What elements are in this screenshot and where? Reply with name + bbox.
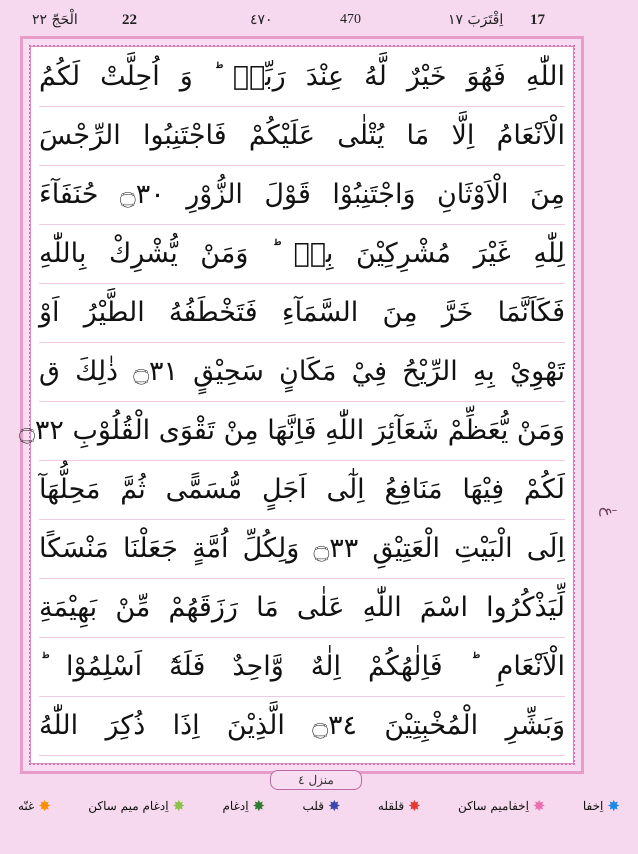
legend-label: قلب <box>302 799 324 813</box>
star-icon: ✸ <box>252 796 266 815</box>
quran-line-5: فَكَاَنَّمَا خَرَّ مِنَ السَّمَآءِ فَتَخْطَفُهُ الطَّيْرُ اَوْ <box>39 283 565 343</box>
quran-text-area <box>19 46 574 764</box>
manzil-label: منزل ٤ <box>270 770 362 790</box>
juz-number: 17 <box>530 12 545 28</box>
quran-line-7: وَمَنْ يُّعَظِّمْ شَعَآئِرَ اللّٰهِ فَاِنَّهَا مِنْ تَقْوَى الْقُلُوْبِ ۝٣٢ <box>39 401 565 461</box>
quran-line-11: الْاَنْعَامِ ؕ فَاِلٰهُكُمْ اِلٰهٌ وَّاحِدٌ فَلَهٗٓ اَسْلِمُوْا ؕ <box>39 637 565 697</box>
quran-line-6: تَهْوِيْ بِهِ الرِّيْحُ فِيْ مَكَانٍ سَحِيْقٍ ۝٣١ ذٰلِكَ ق <box>39 342 565 402</box>
quran-line-9: اِلَى الْبَيْتِ الْعَتِيْقِ ۝٣٣ وَلِكُلِّ اُمَّةٍ جَعَلْنَا مَنْسَكًا <box>39 519 565 579</box>
quran-line-3: مِنَ الْاَوْثَانِ وَاجْتَنِبُوْا قَوْلَ الزُّوْرِ ۝٣٠ حُنَفَآءَ <box>39 165 565 225</box>
surah-name: الْحَجّ ٢٢ <box>32 12 78 28</box>
star-icon: ✸ <box>38 796 51 815</box>
legend-ikhfa-meem-sakin <box>458 796 546 815</box>
legend-label: اِخفا <box>582 799 604 813</box>
legend-label: اِدغام ميم ساكن <box>88 799 169 813</box>
quran-line-2: الْاَنْعَامُ اِلَّا مَا يُتْلٰى عَلَيْكُمْ فَاجْتَنِبُوا الرِّجْسَ <box>39 106 565 166</box>
page-number-arabic: ٤٧٠ <box>250 12 273 28</box>
legend-label: قلقله <box>377 799 405 813</box>
legend-qalqala <box>377 796 421 815</box>
quran-line-spacer <box>39 755 565 763</box>
quran-line-1: اللّٰهِ فَهُوَ خَيْرٌ لَّهُ عِنْدَ رَبِّهٖ ؕ وَ اُحِلَّتْ لَكُمُ <box>39 47 565 107</box>
star-icon: ✸ <box>408 796 421 815</box>
juz-name: اِقْتَرَبَ ١٧ <box>448 12 504 28</box>
star-icon: ✸ <box>172 796 186 815</box>
page-number: 470 <box>340 12 361 27</box>
legend-qalb <box>302 796 341 815</box>
quran-line-10: لِّيَذْكُرُوا اسْمَ اللّٰهِ عَلٰى مَا رَزَقَهُمْ مِّنْ بَهِيْمَةِ <box>39 578 565 638</box>
surah-number: 22 <box>122 12 137 28</box>
quran-line-4: لِلّٰهِ غَيْرَ مُشْرِكِيْنَ بِهٖ ؕ وَمَنْ يُّشْرِكْ بِاللّٰهِ <box>39 224 565 284</box>
legend-idgham <box>222 796 266 815</box>
legend-label: اِخفاميم ساكن <box>458 799 529 813</box>
tajweed-legend <box>18 794 620 818</box>
quran-line-12: وَبَشِّرِ الْمُخْبِتِيْنَ ۝٣٤ الَّذِيْنَ اِذَا ذُكِرَ اللّٰهُ <box>39 696 565 756</box>
legend-label: اِدغام <box>222 799 249 813</box>
page-header <box>18 10 620 34</box>
legend-label: غنّه <box>18 799 35 813</box>
legend-ghunna <box>18 796 51 815</box>
legend-ikhfa <box>582 796 620 815</box>
star-icon: ✸ <box>532 796 546 815</box>
star-icon: ✸ <box>327 796 341 815</box>
star-icon: ✸ <box>607 796 620 815</box>
quran-line-8: لَكُمْ فِيْهَا مَنَافِعُ اِلٰٓى اَجَلٍ مُّسَمًّى ثُمَّ مَحِلُّهَآ <box>39 460 565 520</box>
ruku-marker: عٰ <box>599 507 618 517</box>
legend-idgham-meem-sakin <box>88 796 186 815</box>
